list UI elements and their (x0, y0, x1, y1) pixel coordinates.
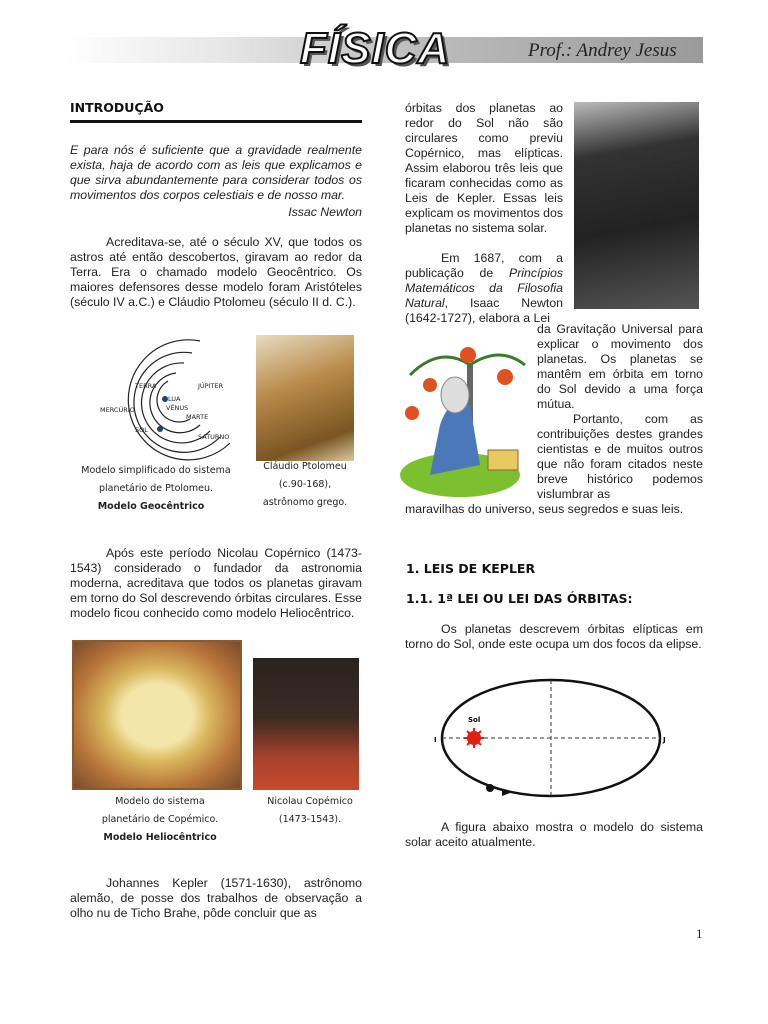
kepler-heading: 1. LEIS DE KEPLER (406, 561, 536, 576)
gravitation-text: da Gravitação Universal para explicar o movimento dos planetas. Os planetas se mantêm em órbita em torno do Sol devido a uma força mútua. (537, 322, 703, 411)
elliptical-orbit-diagram (430, 676, 680, 806)
intro-paragraph-2: Após este período Nicolau Copérnico (1473-1543) considerado o fundador da astronomia moderna, acreditava que todos os planetas giravam em torno do Sol descrevendo órbitas circulares. Esse modelo ficou conhecido como modelo Heliocêntrico. (70, 546, 362, 620)
copernicus-portrait (253, 658, 359, 790)
point-i-label: I (434, 736, 437, 744)
ptolemy-portrait (256, 335, 354, 461)
first-law-heading: 1.1. 1ª LEI OU LEI DAS ÓRBITAS: (406, 591, 633, 606)
quote-author: Issac Newton (288, 205, 362, 219)
geo-label: MARTE (186, 413, 209, 421)
page-number: 1 (696, 926, 703, 941)
planet-icon (486, 784, 494, 792)
header-logo: FÍSICA (300, 24, 451, 73)
geo-label: LUA (168, 395, 181, 403)
intro-quote: E para nós é suficiente que a gravidade realmente exista, haja de acordo com as leis que explicamos e que sirva abundantemente para considerar todos os movimentos dos corpos celestiais e de nosso mar. (70, 143, 362, 202)
header-author: Prof.: Andrey Jesus (528, 40, 677, 61)
geo-caption-bold: Modelo Geocêntrico (97, 501, 205, 512)
conclusion-last-line: maravilhas do universo, seus segredos e suas leis. (405, 502, 684, 516)
geocentric-diagram (80, 333, 240, 463)
sun-label: Sol (468, 716, 481, 724)
intro-paragraph-3: Johannes Kepler (1571-1630), astrônomo alemão, de posse dos trabalhos de observação a olho nu de Ticho Brahe, pôde concluir que as (70, 876, 362, 920)
ptolemy-caption: Cláudio Ptolomeu (c.90-168), astrônomo grego. (262, 461, 348, 508)
geo-label: JÚPITER (198, 382, 224, 390)
newton-text: Em 1687, com a publicação de Princípios Matemáticos da Filosofia Natural, Isaac Newton (1642-1727), elabora a Lei (405, 251, 563, 325)
geo-label: VÊNUS (166, 404, 189, 412)
heliocentric-diagram (72, 640, 242, 790)
geo-label: SOL (135, 426, 148, 434)
geo-caption: Modelo simplificado do sistema planetário de Ptolomeu. (81, 465, 231, 494)
intro-paragraph-1: Acreditava-se, até o século XV, que todos os astros até então descobertos, giravam ao redor da Terra. Era o chamado modelo Geocêntrico. Os maiores defensores desse modelo foram Aristóteles (século IV a.C.) e Cláudio Ptolomeu (século II d. C.). (70, 235, 362, 309)
conclusion-text: Portanto, com as contribuições destes grandes cientistas e de muitos outros que não foram citados neste breve histórico podemos vislumbrar as (537, 412, 703, 501)
geo-label: TERRA (135, 382, 157, 390)
kepler-text: órbitas dos planetas ao redor do Sol não são circulares como previu Copérnico, mas elípticas. Assim elaborou três leis que ficaram conhecidas como as Leis de Kepler. Essas leis explicam os movimentos dos planetas no sistema solar. (405, 101, 563, 235)
heading-rule (70, 120, 362, 123)
geo-label: MERCÚRIO (100, 406, 135, 414)
newton-cartoon (400, 335, 532, 500)
intro-heading: INTRODUÇÃO (70, 100, 164, 115)
first-law-text: Os planetas descrevem órbitas elípticas em torno do Sol, onde este ocupa um dos focos da elipse. (405, 622, 703, 651)
copernicus-caption: Nicolau Copémico (1473-1543). (267, 796, 353, 825)
point-j-label: J (663, 736, 666, 744)
helio-caption: Modelo do sistema planetário de Copémico. Modelo Heliocêntrico (101, 796, 219, 843)
kepler-portrait (574, 102, 699, 309)
solar-system-intro: A figura abaixo mostra o modelo do sistema solar aceito atualmente. (405, 820, 703, 849)
geo-label: SATURNO (198, 433, 230, 441)
